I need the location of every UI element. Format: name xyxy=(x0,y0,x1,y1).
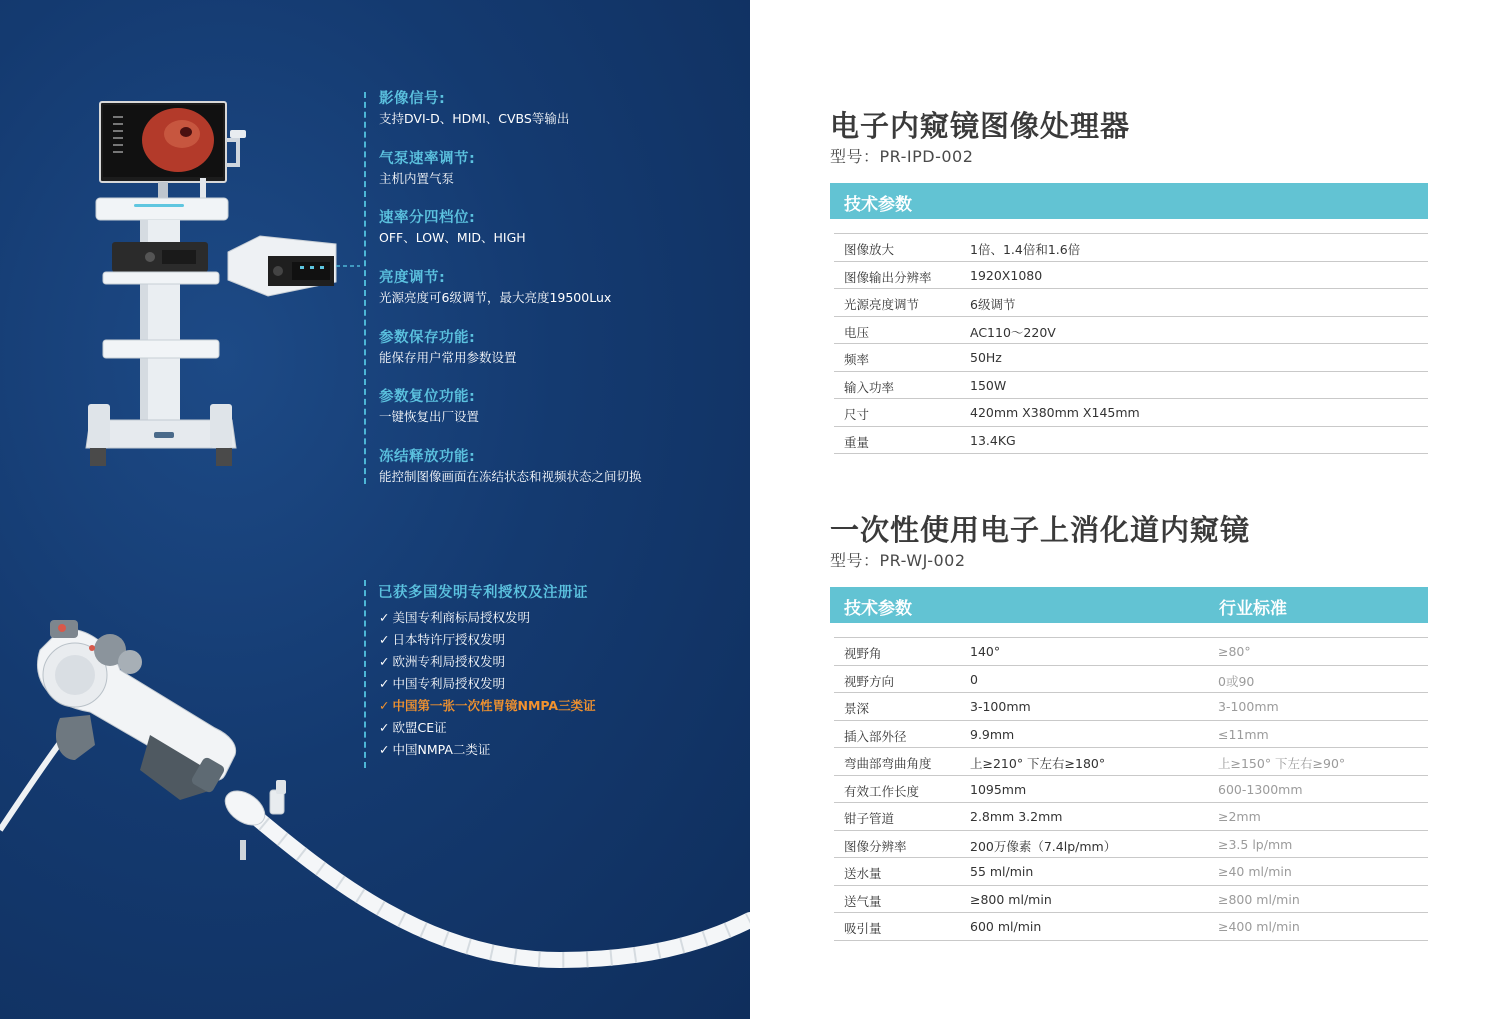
table-row: 电压 AC110～220V xyxy=(834,317,1428,345)
feature-desc: 光源亮度可6级调节，最大亮度19500Lux xyxy=(379,290,612,305)
feature-desc: 一键恢复出厂设置 xyxy=(379,409,480,424)
feature-title: 气泵速率调节: xyxy=(379,151,476,167)
table-row: 吸引量 600 ml/min ≥400 ml/min xyxy=(834,913,1428,941)
table-row: 视野角 140° ≥80° xyxy=(834,638,1428,666)
table-row: 光源亮度调节 6级调节 xyxy=(834,289,1428,317)
product1-spec-header xyxy=(830,183,1428,219)
feature-desc: 支持DVI-D、HDMI、CVBS等输出 xyxy=(379,111,570,126)
check-icon: ✓ xyxy=(379,698,390,713)
patent-item: ✓ 美国专利商标局授权发明 xyxy=(379,610,530,625)
right-panel xyxy=(750,0,1500,1019)
table-row: 图像输出分辨率 1920X1080 xyxy=(834,262,1428,290)
patent-item-highlight: ✓ 中国第一张一次性胃镜NMPA三类证 xyxy=(379,698,596,713)
check-icon: ✓ xyxy=(379,742,390,757)
product2-title: 一次性使用电子上消化道内窥镜 xyxy=(830,513,1251,547)
table-row: 钳子管道 2.8mm 3.2mm ≥2mm xyxy=(834,803,1428,831)
standard-header-label: 行业标准 xyxy=(1219,599,1287,619)
feature-title: 参数复位功能: xyxy=(379,389,476,405)
feature-desc: OFF、LOW、MID、HIGH xyxy=(379,230,526,245)
patent-item: ✓ 中国NMPA二类证 xyxy=(379,742,491,757)
feature-title: 影像信号: xyxy=(379,91,446,107)
table-row: 送水量 55 ml/min ≥40 ml/min xyxy=(834,858,1428,886)
feature-title: 亮度调节: xyxy=(379,270,446,286)
check-icon: ✓ xyxy=(379,676,390,691)
table-row: 图像分辨率 200万像素（7.4lp/mm） ≥3.5 lp/mm xyxy=(834,831,1428,859)
table-row: 输入功率 150W xyxy=(834,372,1428,400)
feature-title: 速率分四档位: xyxy=(379,210,476,226)
table-row: 弯曲部弯曲角度 上≥210° 下左右≥180° 上≥150° 下左右≥90° xyxy=(834,748,1428,776)
feature-desc: 主机内置气泵 xyxy=(379,171,455,186)
patent-item: ✓ 日本特许厅授权发明 xyxy=(379,632,505,647)
check-icon: ✓ xyxy=(379,632,390,647)
check-icon: ✓ xyxy=(379,610,390,625)
table-row: 图像放大 1倍、1.4倍和1.6倍 xyxy=(834,234,1428,262)
spec-header-label: 技术参数 xyxy=(844,195,912,215)
table-row: 插入部外径 9.9mm ≤11mm xyxy=(834,721,1428,749)
table-row: 景深 3-100mm 3-100mm xyxy=(834,693,1428,721)
feature-desc: 能控制图像画面在冻结状态和视频状态之间切换 xyxy=(379,469,642,484)
table-row: 重量 13.4KG xyxy=(834,427,1428,455)
table-row: 视野方向 0 0或90 xyxy=(834,666,1428,694)
table-row: 送气量 ≥800 ml/min ≥800 ml/min xyxy=(834,886,1428,914)
product1-title: 电子内窥镜图像处理器 xyxy=(830,109,1131,143)
check-icon: ✓ xyxy=(379,720,390,735)
spec-header-label: 技术参数 xyxy=(844,599,912,619)
patent-item: ✓ 欧盟CE证 xyxy=(379,720,447,735)
table-row: 频率 50Hz xyxy=(834,344,1428,372)
product1-model: 型号：PR-IPD-002 xyxy=(830,147,974,166)
product2-spec-header xyxy=(830,587,1428,623)
patent-item: ✓ 欧洲专利局授权发明 xyxy=(379,654,505,669)
check-icon: ✓ xyxy=(379,654,390,669)
feature-title: 冻结释放功能: xyxy=(379,449,476,465)
patents-title: 已获多国发明专利授权及注册证 xyxy=(378,585,588,601)
feature-title: 参数保存功能: xyxy=(379,330,476,346)
patent-item: ✓ 中国专利局授权发明 xyxy=(379,676,505,691)
feature-desc: 能保存用户常用参数设置 xyxy=(379,350,517,365)
product2-model: 型号：PR-WJ-002 xyxy=(830,551,966,570)
table-row: 尺寸 420mm X380mm X145mm xyxy=(834,399,1428,427)
table-row: 有效工作长度 1095mm 600-1300mm xyxy=(834,776,1428,804)
